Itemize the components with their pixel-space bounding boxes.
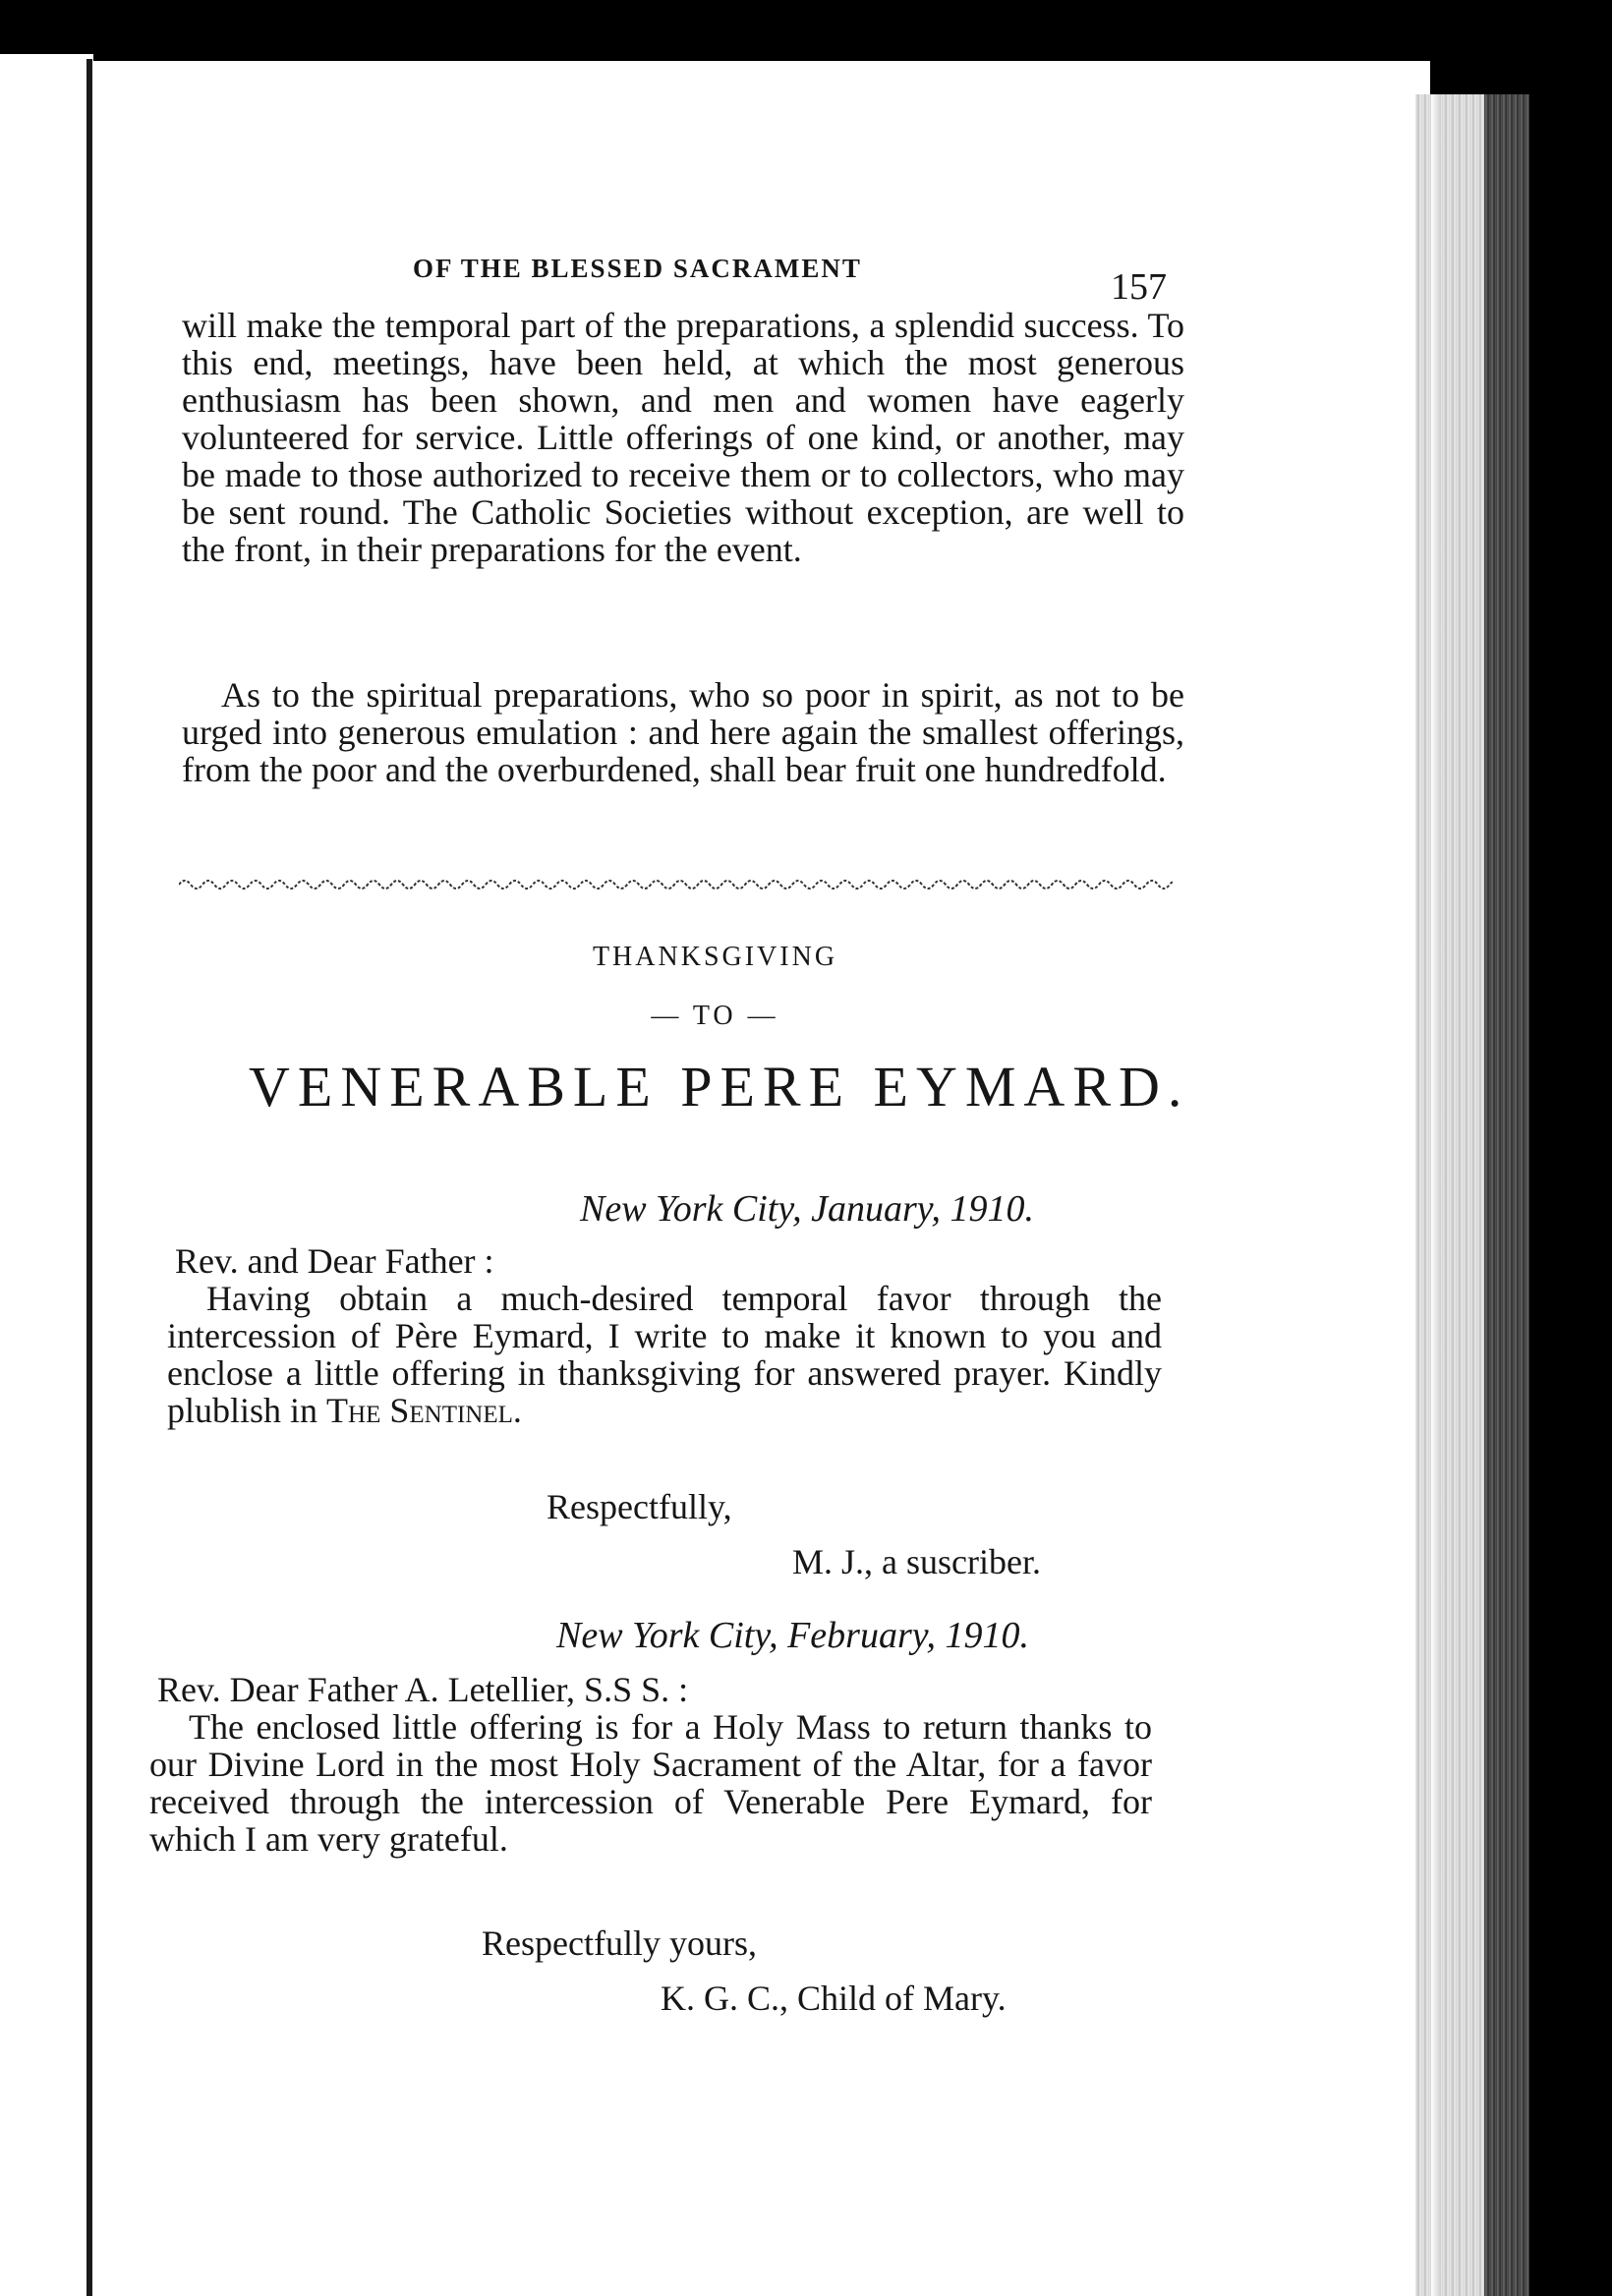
paragraph-text: will make the temporal part of the preparations, a splendid success. To this end, meetings, have been held, at which the most generous enthusiasm has been shown, and men and women have eagerly volunteered for service. Little offerings of one kind, or another, may be made to those authorized to receive them or to collectors, who may be sent round. The Catholic Societies without exception, are well to the front, in their preparations for the event. bbox=[182, 306, 1184, 569]
book-gutter bbox=[86, 59, 92, 2296]
book-fore-edge bbox=[1484, 94, 1529, 2296]
letter-closing: Respectfully yours, bbox=[482, 1923, 757, 1963]
letter-salutation: Rev. Dear Father A. Letellier, S.S S. : bbox=[157, 1670, 689, 1709]
letter-signature: K. G. C., Child of Mary. bbox=[661, 1979, 1007, 2018]
ornamental-rule bbox=[179, 877, 1174, 892]
letter-text-main: Having obtain a much-desired temporal favor through the intercession of Père Eymard, I write to make it known to you and enclose a little offering in thanksgiving for answered prayer. Kindly plublish in bbox=[167, 1279, 1162, 1430]
letter-text bbox=[167, 1280, 1162, 1429]
left-page-edge bbox=[0, 54, 93, 2296]
letter-closing: Respectfully, bbox=[547, 1487, 732, 1526]
section-heading-to: — TO — bbox=[651, 1001, 779, 1031]
letter-body bbox=[149, 1708, 1152, 1858]
page-edge-shadow bbox=[1431, 94, 1441, 2296]
body-paragraph bbox=[182, 307, 1184, 568]
letter-signature: M. J., a suscriber. bbox=[792, 1542, 1041, 1581]
letter-body bbox=[167, 1280, 1162, 1429]
letter-text: The enclosed little offering is for a Holy Mass to return thanks to our Divine Lord in the most Holy Sacrament of the Altar, for a favor received through the intercession of Venerable Pere Eymard, for which I am very grateful. bbox=[149, 1707, 1152, 1859]
letter-salutation: Rev. and Dear Father : bbox=[175, 1241, 494, 1281]
section-title: VENERABLE PERE EYMARD. bbox=[249, 1055, 1190, 1119]
running-head: OF THE BLESSED SACRAMENT bbox=[413, 254, 862, 283]
body-paragraph bbox=[182, 676, 1184, 788]
paragraph-text: As to the spiritual preparations, who so poor in spirit, as not to be urged into generous emulation : and here again the smallest offerings, from the poor and the overburdened, shall bear fruit one hundredfold. bbox=[182, 675, 1184, 789]
page-number: 157 bbox=[1111, 266, 1167, 308]
page-edges bbox=[1415, 94, 1494, 2296]
publication-name: The Sentinel. bbox=[326, 1391, 522, 1430]
letter-dateline: New York City, February, 1910. bbox=[556, 1615, 1030, 1656]
section-heading-thanksgiving: THANKSGIVING bbox=[592, 942, 838, 972]
letter-dateline: New York City, January, 1910. bbox=[580, 1188, 1035, 1230]
